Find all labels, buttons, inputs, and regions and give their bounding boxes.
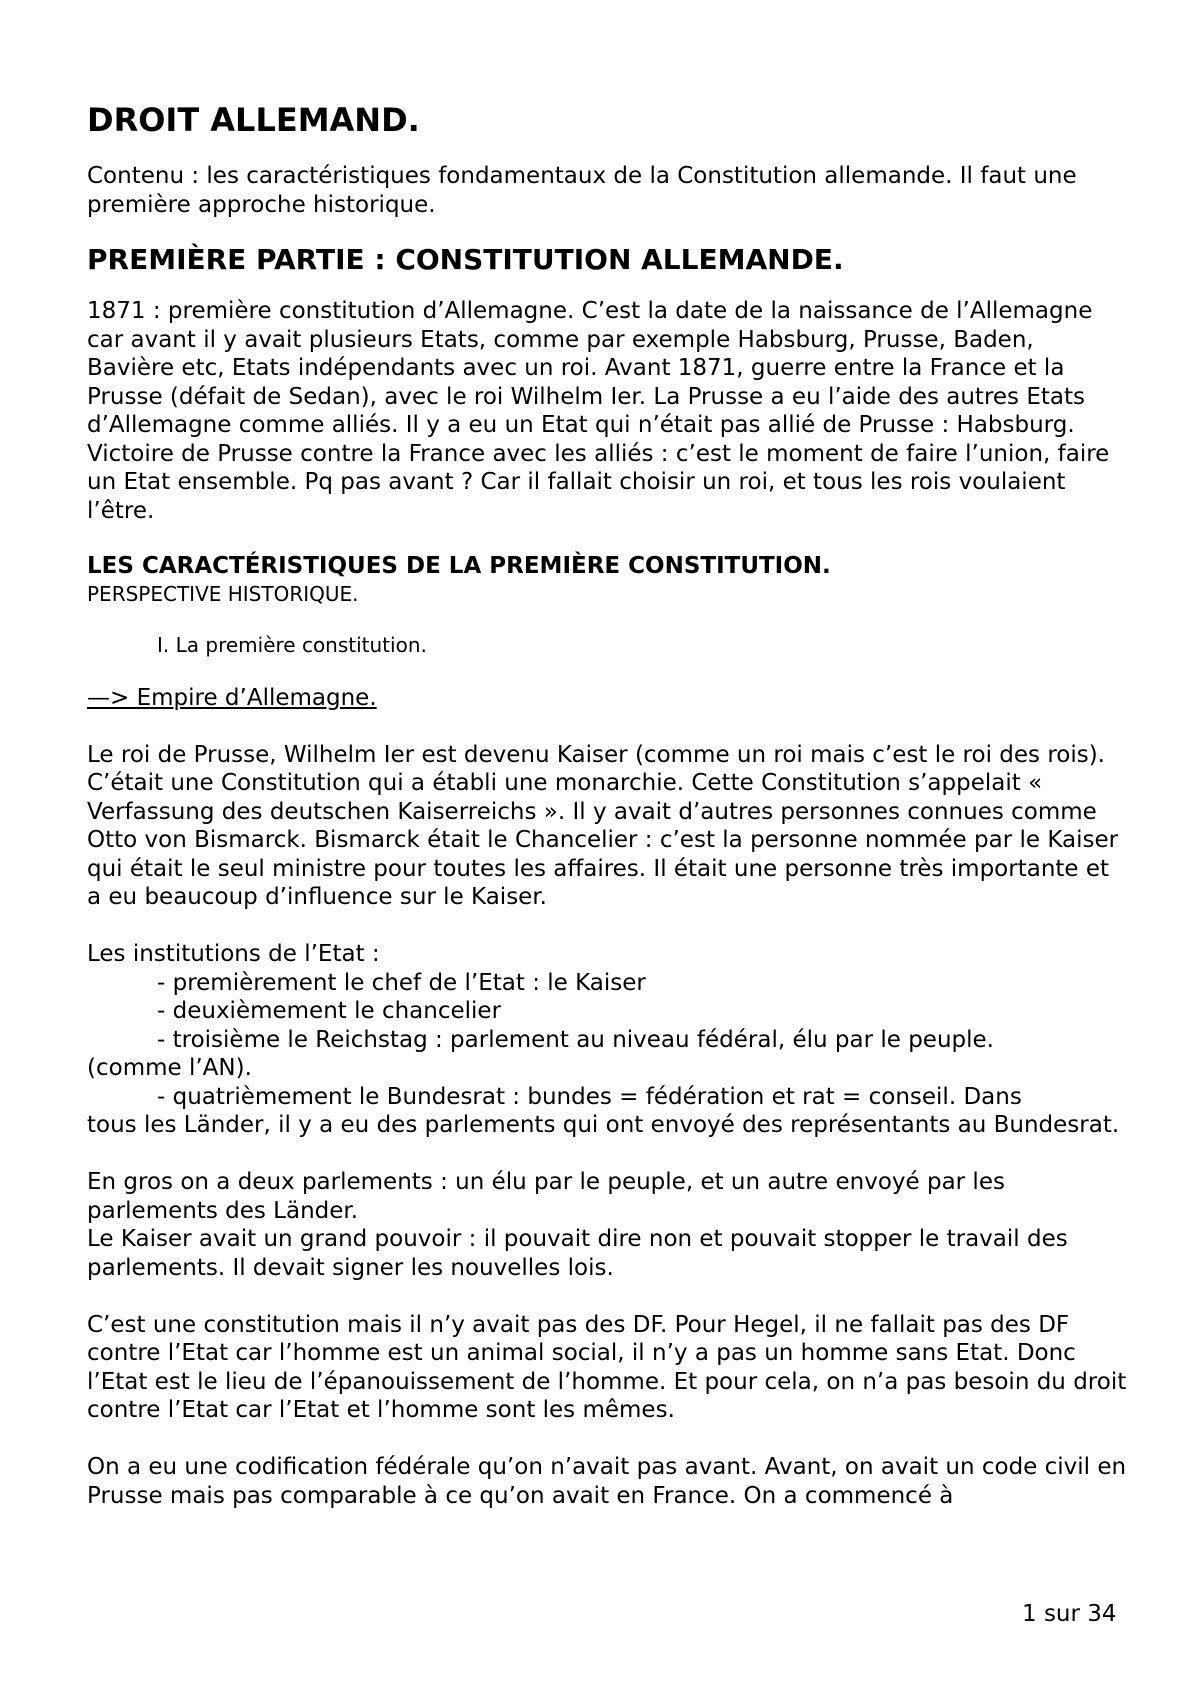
paragraph-1871: 1871 : première constitution d’Allemagne. C’est la date de la naissance de l’Allemagne car avant il y avait plusieurs Etats, comme par exemple Habsburg, Prusse, Baden, Bavière etc, Etats indépendants avec un roi. Avant 1871, guerre entre la France et la Prusse (défait de Sedan), avec le roi Wilhelm Ier. La Prusse a eu l’aide des autres Etats d’Allemagne comme alliés. Il y a eu un Etat qui n’était pas allié de Prusse : Habsburg. Victoire de Prusse contre la France avec les alliés : c’est le moment de faire l’union, faire un Etat ensemble. Pq pas avant ? Car il fallait choisir un roi, et tous les rois voulaient l’être. bbox=[87, 298, 1110, 524]
paragraph-kaiser-pouvoir: Le Kaiser avait un grand pouvoir : il pouvait dire non et pouvait stopper le travail des parlements. Il devait signer les nouvelles lois. bbox=[87, 1226, 1068, 1281]
list-item-continuation: (comme l’AN). bbox=[87, 1055, 252, 1081]
intro-paragraph: Contenu : les caractéristiques fondamentaux de la Constitution allemande. Il faut une première approche historique. bbox=[87, 163, 1077, 218]
list-item: - deuxièmement le chancelier bbox=[157, 998, 502, 1024]
list-item-continuation: tous les Länder, il y a eu des parlements qui ont envoyé des représentants au Bundesrat. bbox=[87, 1112, 1120, 1138]
list-item: - troisième le Reichstag : parlement au niveau fédéral, élu par le peuple. bbox=[157, 1026, 994, 1053]
page-number: 1 sur 34 bbox=[1022, 1601, 1117, 1627]
numbered-heading: I. La première constitution. bbox=[157, 632, 427, 657]
paragraph-hegel: C’est une constitution mais il n’y avait pas des DF. Pour Hegel, il ne fallait pas des DF contre l’Etat car l’homme est un animal social, il n’y a pas un homme sans Etat. Donc l’Etat est le lieu de l’épanouissement de l’homme. Et pour cela, on n’a pas besoin du droit contre l’Etat car l’Etat et l’homme sont les mêmes. bbox=[87, 1311, 1127, 1423]
list-item: - premièrement le chef de l’Etat : le Kaiser bbox=[157, 969, 646, 996]
document-page bbox=[87, 100, 1127, 1510]
list-item: - quatrièmement le Bundesrat : bundes = fédération et rat = conseil. Dans bbox=[157, 1083, 1022, 1110]
arrow-heading: —> Empire d’Allemagne. bbox=[87, 684, 377, 711]
section-title: LES CARACTÉRISTIQUES DE LA PREMIÈRE CONSTITUTION. bbox=[87, 553, 831, 579]
paragraph-kaiser: Le roi de Prusse, Wilhelm Ier est devenu Kaiser (comme un roi mais c’est le roi des rois). C’était une Constitution qui a établi une monarchie. Cette Constitution s’appelait « Verfassung des deutschen Kaiserreichs ». Il y avait d’autres personnes connues comme Otto von Bismarck. Bismarck était le Chancelier : c’est la personne nommée par le Kaiser qui était le seul ministre pour toutes les affaires. Il était une personne très importante et a eu beaucoup d’influence sur le Kaiser. bbox=[87, 741, 1119, 910]
subsection-title: PERSPECTIVE HISTORIQUE. bbox=[87, 581, 359, 606]
paragraph-codification: On a eu une codification fédérale qu’on n’avait pas avant. Avant, on avait un code civil en Prusse mais pas comparable à ce qu’on avait en France. On a commencé à bbox=[87, 1454, 1127, 1509]
paragraph-parlements: En gros on a deux parlements : un élu par le peuple, et un autre envoyé par les parlements des Länder. bbox=[87, 1169, 1005, 1224]
institutions-intro: Les institutions de l’Etat : bbox=[87, 941, 380, 967]
part-title: PREMIÈRE PARTIE : CONSTITUTION ALLEMANDE. bbox=[87, 243, 844, 276]
document-title: DROIT ALLEMAND. bbox=[87, 101, 420, 139]
